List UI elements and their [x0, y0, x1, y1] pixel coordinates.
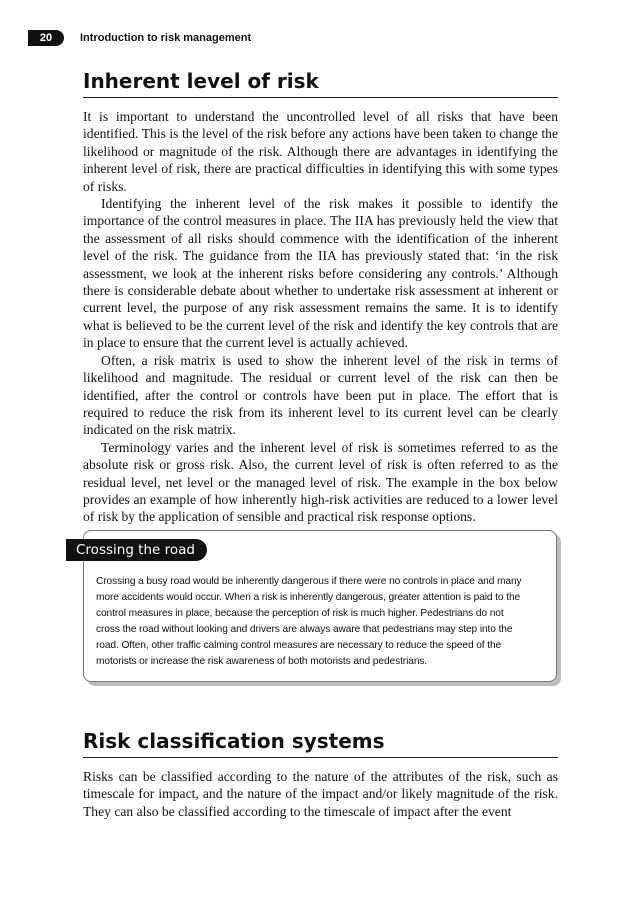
paragraph: Often, a risk matrix is used to show the inherent level of the risk in terms of likelihood and magnitude. The residual or current level of the risk can then be identified, after the control or controls have been put in place. The effort that is required to reduce the risk from its inherent level to its current level can be clearly indicated on the risk matrix. — [83, 352, 558, 438]
example-box-text — [96, 574, 526, 670]
running-title: Introduction to risk management — [80, 32, 252, 44]
example-box-title: Crossing the road — [66, 539, 207, 561]
section-title-inherent-risk: Inherent level of risk — [83, 68, 558, 98]
paragraph: It is important to understand the uncontrolled level of all risks that have been identified. This is the level of the risk before any actions have been taken to change the likelihood or magnitude of the risk. Although there are advantages in identifying the inherent level of risk, there are practical difficulties in identifying this with some types of risks. — [83, 109, 558, 194]
section-body-inherent-risk — [83, 108, 558, 526]
paragraph: Identifying the inherent level of the risk makes it possible to identify the importance of the control measures in place. The IIA has previously held the view that the assessment of all risks should commence with the identification of the inherent level of the risk. The guidance from the IIA has previously stated that: ‘in the risk assessment, we look at the inherent risks before considering any controls.’ Although there is considerable debate about whether to undertake risk assessment at inherent or current level, the purpose of any risk assessment remains the same. It is to identify what is believed to be the current level of the risk and identify the key controls that are in place to ensure that the current level is actually achieved. — [83, 196, 558, 351]
paragraph: Terminology varies and the inherent level of risk is sometimes referred to as the absolute risk or gross risk. Also, the current level of risk is often referred to as the residual level, net level or the managed level of risk. The example in the box below provides an example of how inherently high-risk activities are reduced to a lower level of risk by the application of sensible and practical risk response options. — [83, 439, 558, 525]
page-header — [28, 30, 251, 46]
section-body-risk-classification — [83, 768, 558, 820]
box-paragraph: Crossing a busy road would be inherently dangerous if there were no controls in place and many more accidents would occur. When a risk is inherently dangerous, greater attention is paid to the control measures in place, because the perception of risk is much higher. Pedestrians do not cross the road without looking and drivers are always aware that pedestrians may step into the road. Often, other traffic calming control measures are necessary to reduce the speed of the motorists or increase the risk awareness of both motorists and pedestrians. — [96, 576, 522, 667]
page-number: 20 — [28, 30, 64, 46]
paragraph: Risks can be classified according to the nature of the attributes of the risk, such as timescale for impact, and the nature of the impact and/or likely magnitude of the risk. They can also be classified according to the timescale of impact after the event — [83, 769, 558, 819]
section-title-risk-classification: Risk classification systems — [83, 728, 558, 758]
